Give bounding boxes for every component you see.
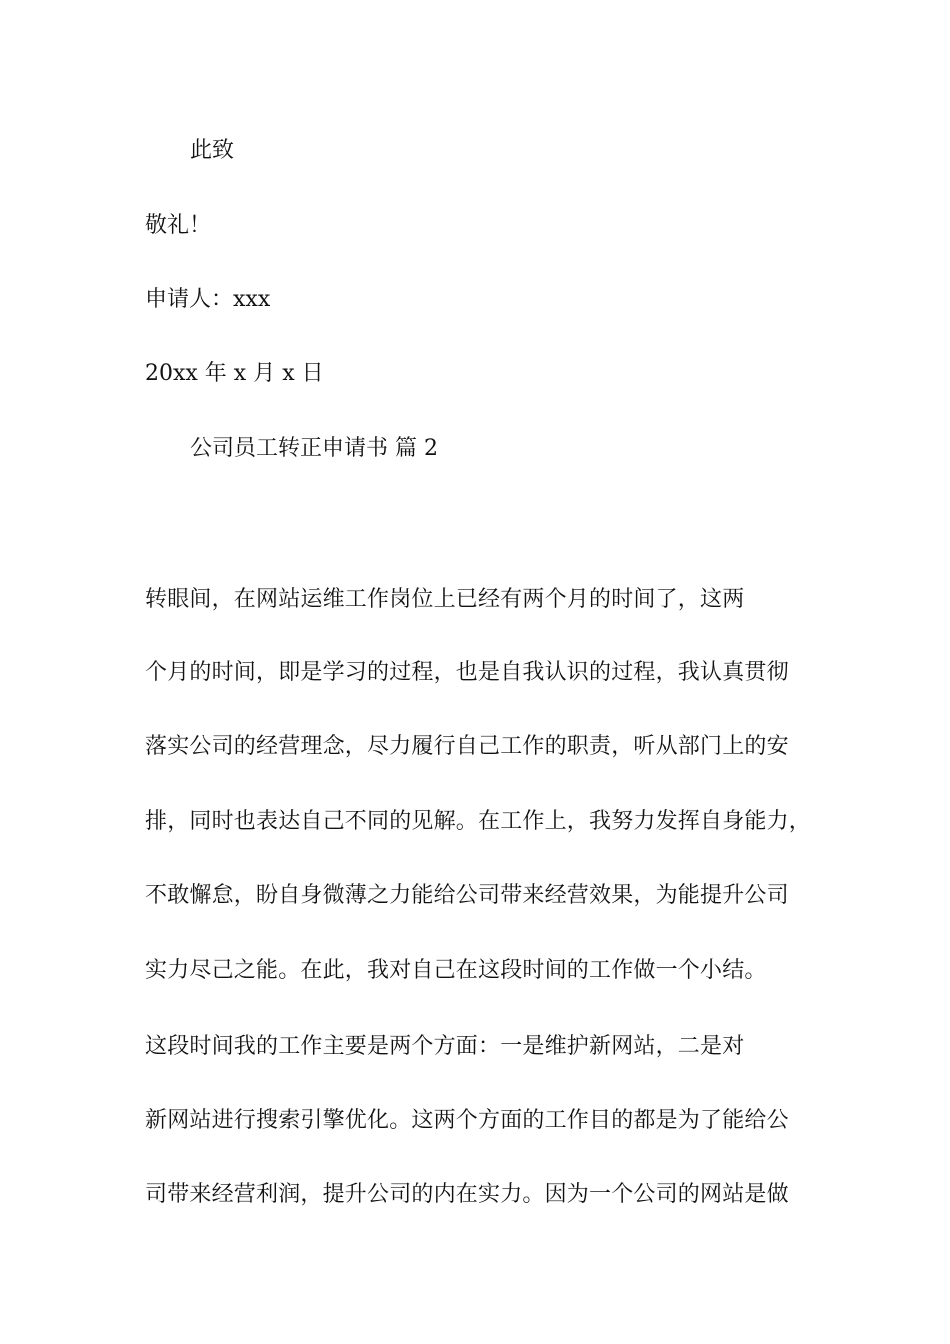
paragraph-line: 司带来经营利润，提升公司的内在实力。因为一个公司的网站是做 xyxy=(145,1182,789,1207)
paragraph-line: 不敢懈怠，盼自身微薄之力能给公司带来经营效果，为能提升公司 xyxy=(145,883,789,908)
date-line: 20xx 年 x 月 x 日 xyxy=(145,361,324,386)
paragraph-line: 新网站进行搜索引擎优化。这两个方面的工作目的都是为了能给公 xyxy=(145,1108,789,1133)
section-title: 公司员工转正申请书 篇 2 xyxy=(190,436,438,461)
closing-salutation: 此致 xyxy=(190,138,235,163)
paragraph-line: 落实公司的经营理念，尽力履行自己工作的职责，听从部门上的安 xyxy=(145,734,789,759)
paragraph-line: 个月的时间，即是学习的过程，也是自我认识的过程，我认真贯彻 xyxy=(145,660,789,685)
closing-respect: 敬礼！ xyxy=(145,213,212,238)
paragraph-line: 实力尽己之能。在此，我对自己在这段时间的工作做一个小结。 xyxy=(145,958,767,983)
paragraph-line: 排，同时也表达自己不同的见解。在工作上，我努力发挥自身能力， xyxy=(145,809,812,834)
paragraph-line: 转眼间，在网站运维工作岗位上已经有两个月的时间了，这两 xyxy=(145,587,745,612)
paragraph-line: 这段时间我的工作主要是两个方面：一是维护新网站，二是对 xyxy=(145,1034,745,1059)
applicant-line: 申请人：xxx xyxy=(145,287,271,312)
